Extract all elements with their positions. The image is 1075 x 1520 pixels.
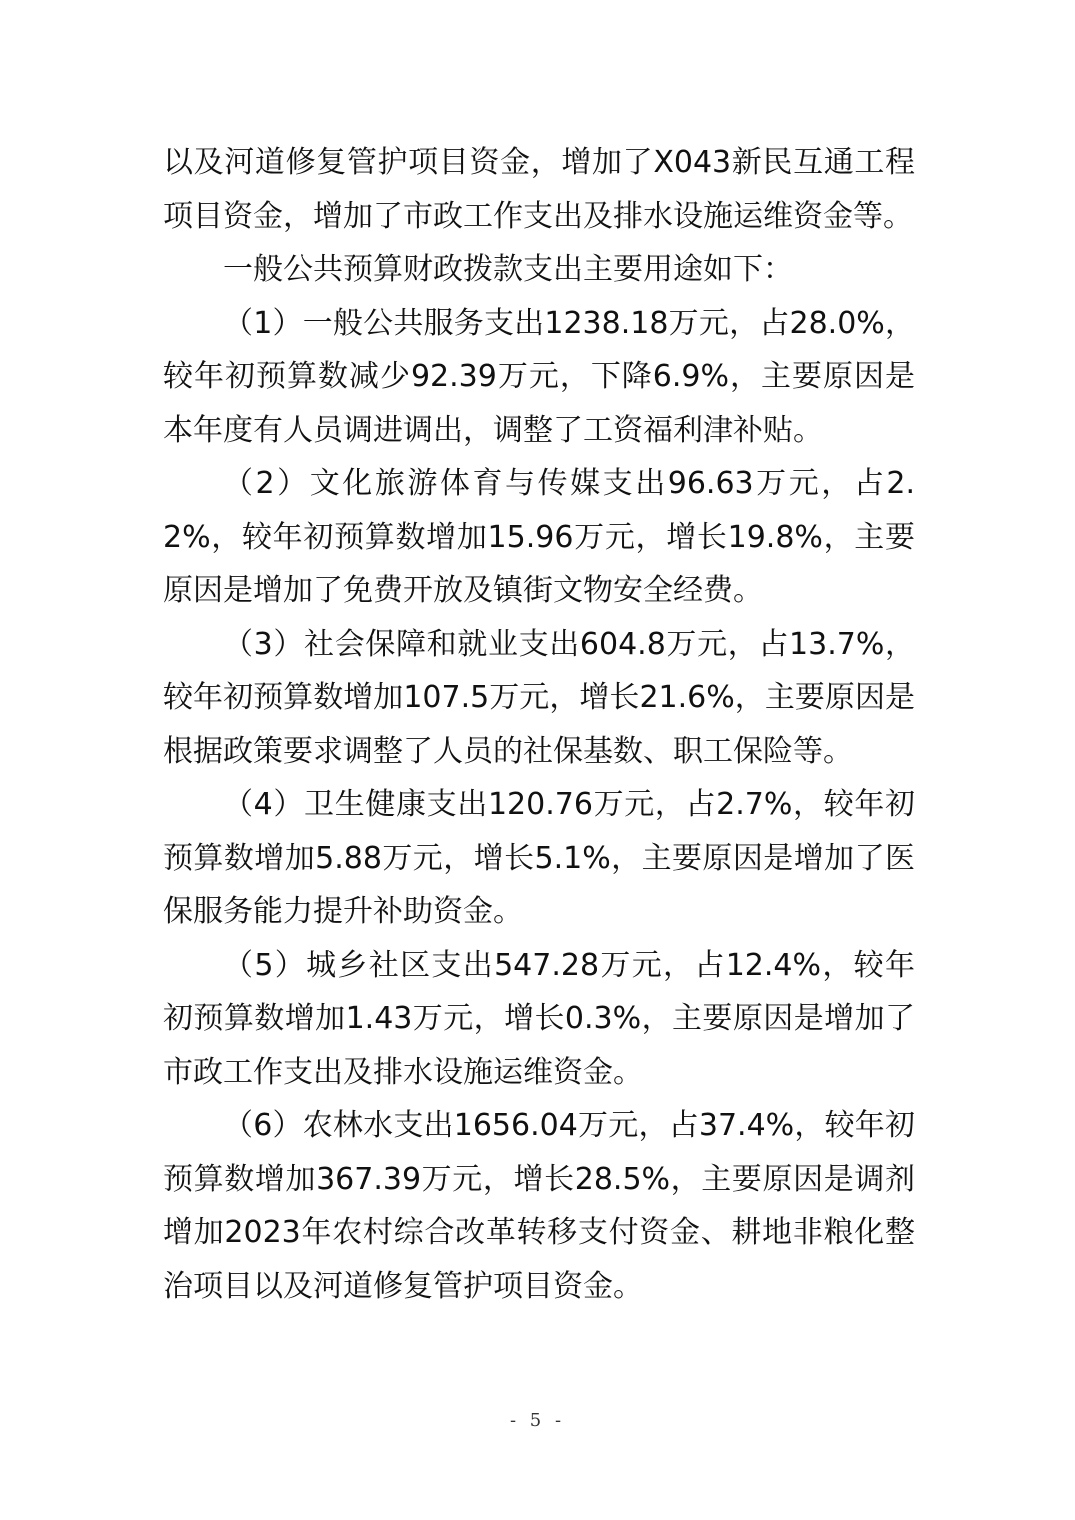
paragraph-continuation: 以及河道修复管护项目资金，增加了X043新民互通工程项目资金，增加了市政工作支出及排水设施运维资金等。 [163,145,915,234]
paragraph-item-1: （1）一般公共服务支出1238.18万元，占28.0%，较年初预算数减少92.39万元，下降6.9%，主要原因是本年度有人员调进调出，调整了工资福利津补贴。 [163,305,915,448]
page-number: - 5 - [509,1410,566,1431]
paragraph-item-2: （2）文化旅游体育与传媒支出96.63万元，占2.2%，较年初预算数增加15.96万元，增长19.8%，主要原因是增加了免费开放及镇街文物安全经费。 [163,466,915,608]
paragraph-item-5: （5）城乡社区支出547.28万元，占12.4%，较年初预算数增加1.43万元，增长0.3%，主要原因是增加了市政工作支出及排水设施运维资金。 [163,947,915,1090]
paragraph-intro: 一般公共预算财政拨款支出主要用途如下： [223,252,793,287]
paragraph-item-4: （4）卫生健康支出120.76万元，占2.7%，较年初预算数增加5.88万元，增长5.1%，主要原因是增加了医保服务能力提升补助资金。 [163,787,915,929]
paragraph-item-6: （6）农林水支出1656.04万元，占37.4%，较年初预算数增加367.39万元，增长28.5%，主要原因是调剂增加2023年农村综合改革转移支付资金、耕地非粮化整治项目以及河道修复管护项目资金。 [163,1108,915,1304]
document-body [163,136,915,1313]
paragraph-item-3: （3）社会保障和就业支出604.8万元，占13.7%，较年初预算数增加107.5万元，增长21.6%，主要原因是根据政策要求调整了人员的社保基数、职工保险等。 [163,626,915,769]
